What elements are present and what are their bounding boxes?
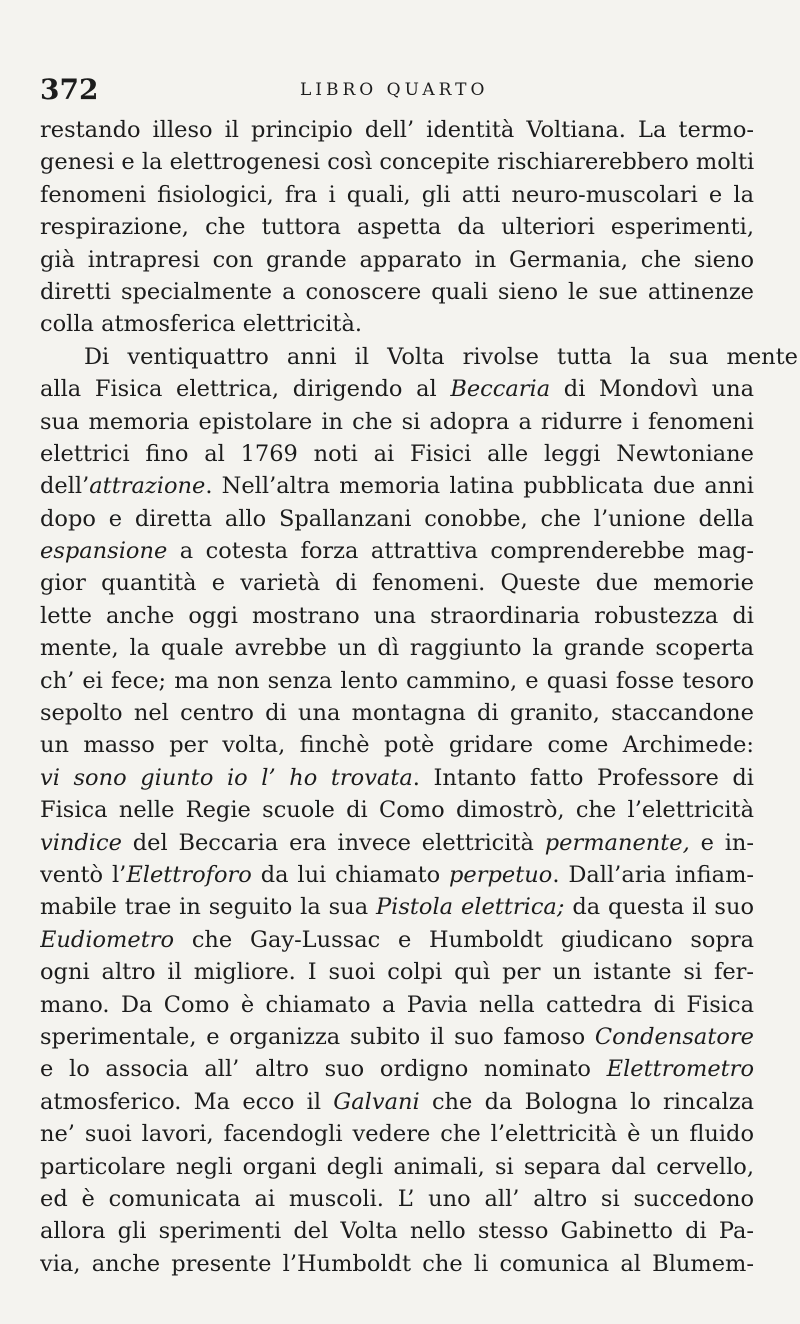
text-run: da questa il suo: [564, 894, 754, 921]
text-line: [40, 1118, 754, 1150]
text-run: ventò l’: [40, 861, 127, 888]
text-run: un masso per volta, finchè potè gridare come Archimede:: [40, 732, 754, 759]
text-run: colla atmosferica elettricità.: [40, 311, 363, 338]
italic-text: Condensatore: [594, 1023, 754, 1050]
text-line: [40, 924, 754, 956]
text-run: Fisica nelle Regie scuole di Como dimostrò, che l’elettricità: [40, 797, 754, 824]
text-run: mente, la quale avrebbe un dì raggiunto la grande scoperta: [40, 635, 754, 662]
text-run: gior quantità e varietà di fenomeni. Queste due memorie: [40, 570, 754, 597]
text-line: [40, 535, 754, 567]
italic-text: Galvani: [333, 1088, 420, 1115]
text-line: [40, 827, 754, 859]
italic-text: attrazione: [89, 473, 206, 500]
text-line: [40, 989, 754, 1021]
text-line: [40, 1021, 754, 1053]
italic-text: Elettroforo: [126, 861, 252, 888]
text-line: [40, 503, 754, 535]
italic-text: vindice: [40, 829, 122, 856]
text-run: da lui chiamato: [251, 861, 450, 888]
italic-text: Eudiometro: [40, 926, 175, 953]
text-run: ogni altro il migliore. I suoi colpi quì per un istante si fer-: [40, 959, 754, 986]
text-line: [40, 308, 754, 340]
text-line: [40, 438, 754, 470]
text-line: [40, 1151, 754, 1183]
text-run: . Dall’aria infiam-: [552, 861, 754, 888]
text-run: che Gay-Lussac e Humboldt giudicano sopra: [174, 926, 754, 953]
text-run: Di ventiquattro anni il Volta rivolse tutta la sua mente: [84, 343, 798, 370]
text-line: [40, 600, 754, 632]
text-line: [40, 762, 754, 794]
text-line: [40, 211, 754, 243]
text-line: [40, 891, 754, 923]
text-run: già intrapresi con grande apparato in Germania, che sieno: [40, 246, 754, 273]
text-run: respirazione, che tuttora aspetta da ulteriori esperimenti,: [40, 214, 754, 241]
text-run: . Nell’altra memoria latina pubblicata due anni: [205, 473, 754, 500]
body-text: [40, 114, 798, 1280]
text-line: [40, 179, 754, 211]
text-run: atmosferico. Ma ecco il: [40, 1088, 334, 1115]
text-line: [40, 632, 754, 664]
text-run: . Intanto fatto Professore di: [412, 764, 754, 791]
text-run: di Mondovì una: [550, 376, 754, 403]
italic-text: vi sono giunto io l’ ho trovata: [40, 764, 413, 791]
text-run: a cotesta forza attrattiva comprenderebbe mag-: [167, 538, 754, 565]
text-line: [40, 729, 754, 761]
text-run: ed è comunicata ai muscoli. L’ uno all’ altro si succedono: [40, 1185, 754, 1212]
text-line: [40, 1183, 754, 1215]
text-run: mano. Da Como è chiamato a Pavia nella cattedra di Fisica: [40, 991, 754, 1018]
text-run: dopo e diretta allo Spallanzani conobbe, che l’unione della: [40, 505, 754, 532]
italic-text: permanente,: [544, 829, 690, 856]
text-run: genesi e la elettrogenesi così concepite rischiarerebbero molti: [40, 149, 754, 176]
text-line: [40, 406, 754, 438]
text-run: sua memoria epistolare in che si adopra a ridurre i fenomeni: [40, 408, 754, 435]
text-line: [40, 373, 754, 405]
text-run: lette anche oggi mostrano una straordinaria robustezza di: [40, 602, 754, 629]
page-header: [40, 70, 760, 110]
text-line: [40, 470, 754, 502]
text-line: [40, 146, 754, 178]
text-line: [40, 859, 754, 891]
text-line: [40, 956, 754, 988]
text-line: [40, 1248, 754, 1280]
text-run: particolare negli organi degli animali, si separa dal cervello,: [40, 1153, 754, 1180]
text-run: sepolto nel centro di una montagna di granito, staccandone: [40, 700, 754, 727]
text-line: [40, 697, 754, 729]
text-line: [40, 114, 754, 146]
text-line: [40, 567, 754, 599]
text-run: elettrici fino al 1769 noti ai Fisici alle leggi Newtoniane: [40, 440, 754, 467]
text-line: [40, 1086, 754, 1118]
italic-text: Elettrometro: [606, 1056, 754, 1083]
text-run: del Beccaria era invece elettricità: [121, 829, 545, 856]
text-run: mabile trae in seguito la sua: [40, 894, 376, 921]
running-head: LIBRO QUARTO: [300, 80, 489, 100]
italic-text: espansione: [40, 538, 168, 565]
text-run: dell’: [40, 473, 90, 500]
text-run: restando illeso il principio dell’ identità Voltiana. La termo-: [40, 117, 754, 143]
text-run: ch’ ei fece; ma non senza lento cammino, e quasi fosse tesoro: [40, 667, 754, 694]
text-line: [40, 1053, 754, 1085]
text-run: e lo associa all’ altro suo ordigno nominato: [40, 1056, 607, 1083]
text-run: allora gli sperimenti del Volta nello stesso Gabinetto di Pa-: [40, 1218, 754, 1245]
text-run: via, anche presente l’Humboldt che li comunica al Blumem-: [40, 1250, 754, 1277]
text-line: [40, 665, 754, 697]
text-line: [40, 794, 754, 826]
text-line: [40, 244, 754, 276]
text-run: che da Bologna lo rincalza: [419, 1088, 754, 1115]
text-run: fenomeni fisiologici, fra i quali, gli atti neuro-muscolari e la: [40, 181, 754, 208]
text-run: diretti specialmente a conoscere quali sieno le sue attinenze: [40, 278, 754, 305]
page-number: 372: [40, 73, 99, 106]
text-line: [40, 341, 798, 373]
italic-text: perpetuo: [449, 861, 553, 888]
text-line: [40, 276, 754, 308]
text-run: e in-: [689, 829, 754, 856]
italic-text: Beccaria: [450, 376, 551, 403]
italic-text: Pistola elettrica;: [376, 894, 565, 921]
text-run: ne’ suoi lavori, facendogli vedere che l’elettricità è un fluido: [40, 1121, 754, 1148]
text-line: [40, 1215, 754, 1247]
text-run: sperimentale, e organizza subito il suo famoso: [40, 1023, 595, 1050]
text-run: alla Fisica elettrica, dirigendo al: [40, 376, 451, 403]
